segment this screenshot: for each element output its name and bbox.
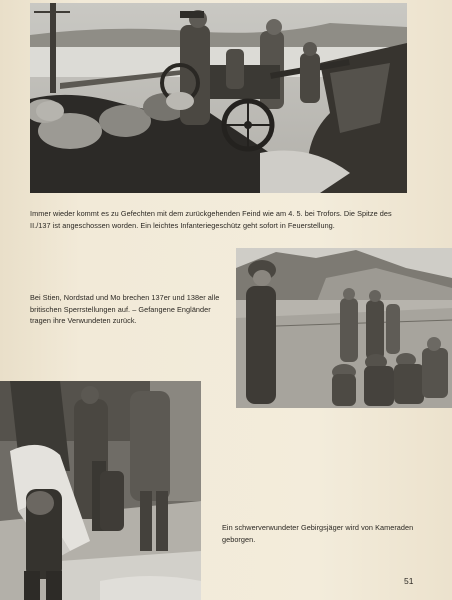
caption-wounded-trooper: Ein schwerverwundeter Gebirgsjäger wird von Kameraden geborgen. [222,523,414,544]
caption-prisoners: Bei Stien, Nordstad und Mo brechen 137er und 138er alle britischen Sperrstellungen auf. – Gefangene Engländer tragen ihre Verwundeten zurück. [30,293,220,326]
photo-infantry-gun [30,3,407,193]
photo-wounded-trooper [0,381,201,600]
photo-prisoners [236,248,452,408]
page-number: 51 [404,576,414,586]
caption-infantry-gun: Immer wieder kommt es zu Gefechten mit dem zurückgehenden Feind wie am 4. 5. bei Trofors. Die Spitze des II./137 ist angeschossen worden. Ein leichtes Infanteriegeschütz geht sofort in Feuerstellung. [30,209,392,230]
